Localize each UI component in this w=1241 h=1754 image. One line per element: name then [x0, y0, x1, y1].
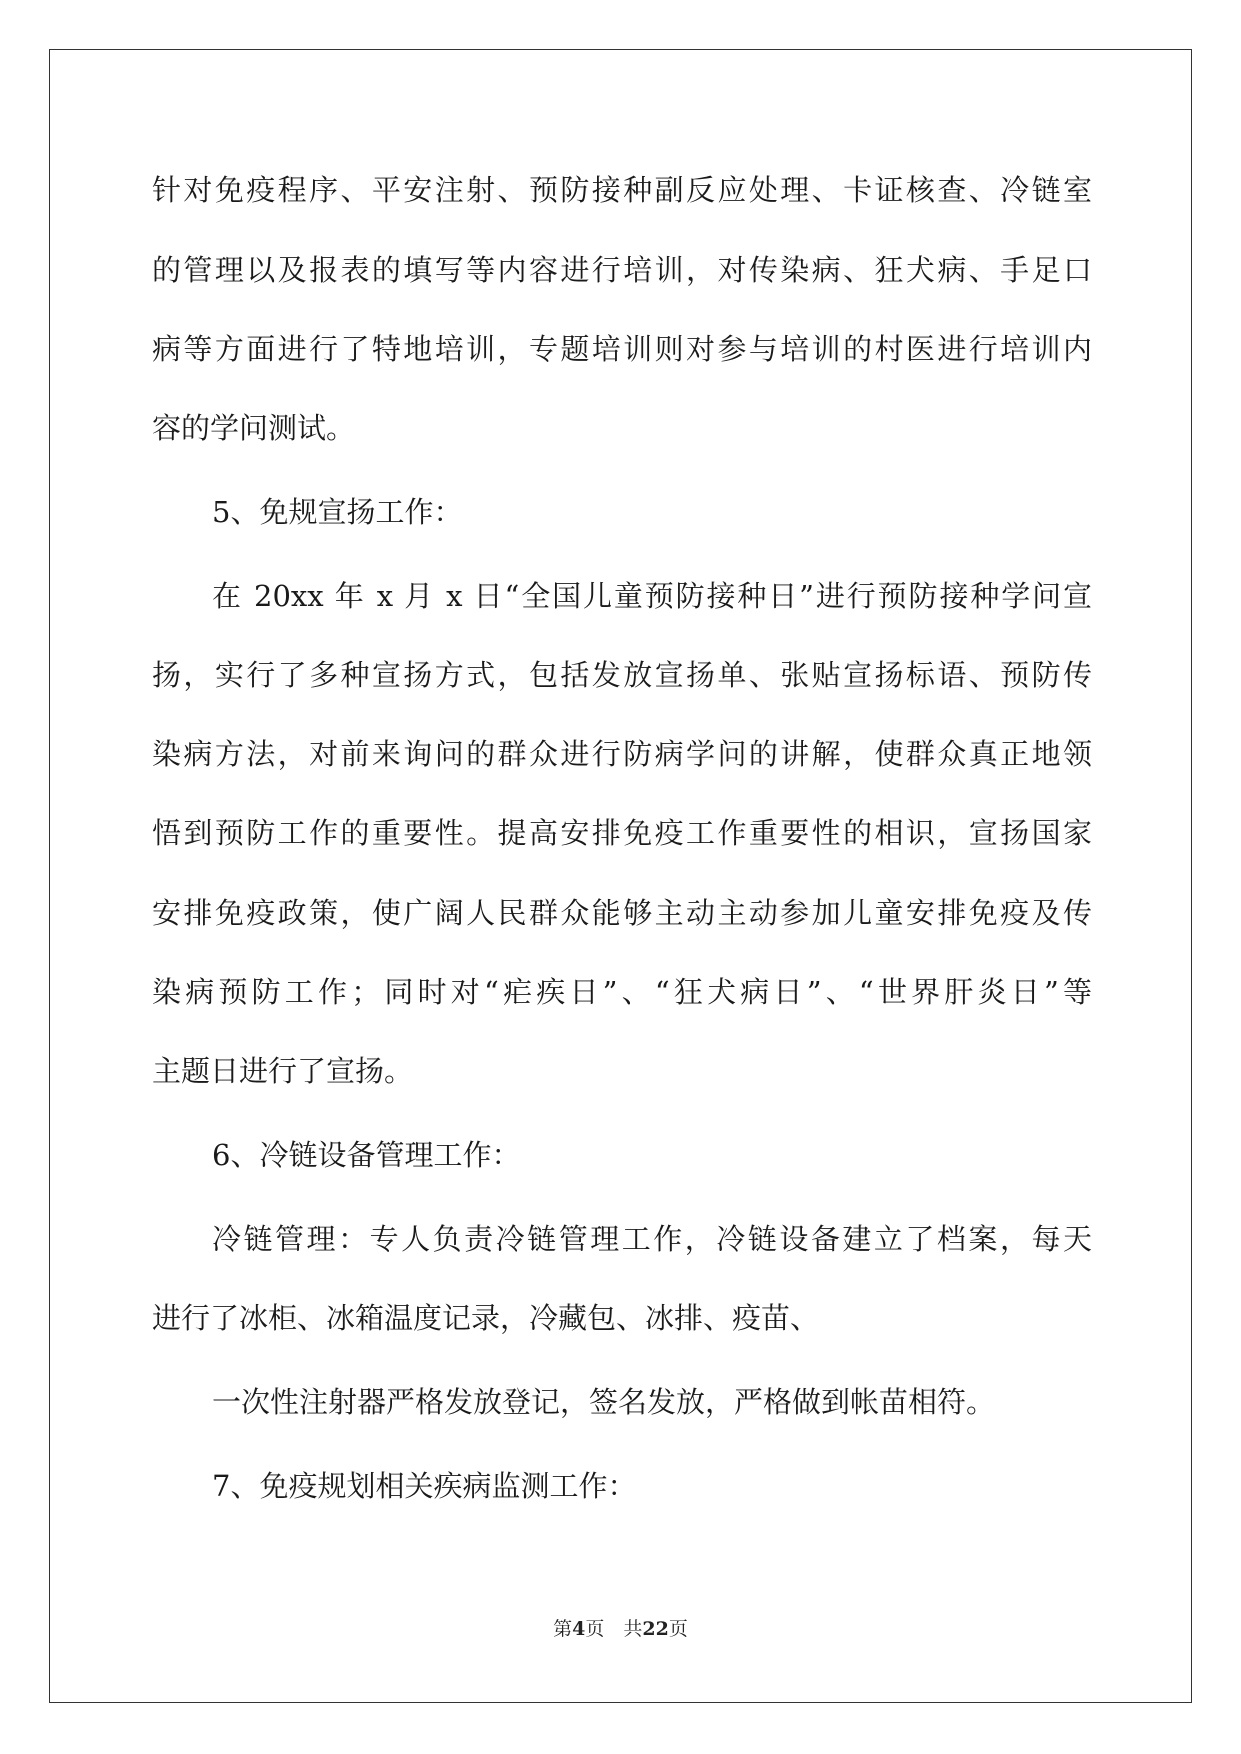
body-line-3: 病等方面进行了特地培训，专题培训则对参与培训的村医进行培训内	[152, 332, 1092, 366]
footer-total-suffix: 页	[668, 1618, 688, 1640]
body-line-9: 悟到预防工作的重要性。提高安排免疫工作重要性的相识，宣扬国家	[152, 816, 1092, 850]
footer-total-pages: 22	[642, 1618, 669, 1640]
page-border	[49, 49, 1192, 1703]
section-heading-7: 7、免疫规划相关疾病监测工作：	[212, 1469, 637, 1503]
body-line-1: 针对免疫程序、平安注射、预防接种副反应处理、卡证核查、冷链室	[152, 173, 1092, 207]
footer-page-number: 4	[572, 1618, 586, 1640]
page-footer	[0, 1617, 1241, 1641]
footer-total-prefix: 共	[623, 1618, 643, 1640]
footer-prefix: 第	[553, 1618, 573, 1640]
body-line-11: 染病预防工作；同时对“疟疾日”、“狂犬病日”、“世界肝炎日”等	[152, 975, 1092, 1009]
footer-page-suffix: 页	[585, 1618, 605, 1640]
body-line-6: 在 20xx 年 x 月 x 日“全国儿童预防接种日”进行预防接种学问宣	[212, 579, 1092, 613]
section-heading-5: 5、免规宣扬工作：	[212, 495, 463, 529]
body-line-4: 容的学问测试。	[152, 411, 356, 445]
body-line-12: 主题日进行了宣扬。	[152, 1054, 414, 1088]
body-line-14: 冷链管理：专人负责冷链管理工作，冷链设备建立了档案，每天	[212, 1222, 1092, 1256]
body-line-2: 的管理以及报表的填写等内容进行培训，对传染病、狂犬病、手足口	[152, 253, 1092, 287]
section-heading-6: 6、冷链设备管理工作：	[212, 1138, 521, 1172]
body-line-7: 扬，实行了多种宣扬方式，包括发放宣扬单、张贴宣扬标语、预防传	[152, 658, 1092, 692]
body-line-15: 进行了冰柜、冰箱温度记录，冷藏包、冰排、疫苗、	[152, 1301, 820, 1335]
body-line-10: 安排免疫政策，使广阔人民群众能够主动主动参加儿童安排免疫及传	[152, 896, 1092, 930]
body-line-16: 一次性注射器严格发放登记，签名发放，严格做到帐苗相符。	[212, 1385, 996, 1419]
body-line-8: 染病方法，对前来询问的群众进行防病学问的讲解，使群众真正地领	[152, 737, 1092, 771]
